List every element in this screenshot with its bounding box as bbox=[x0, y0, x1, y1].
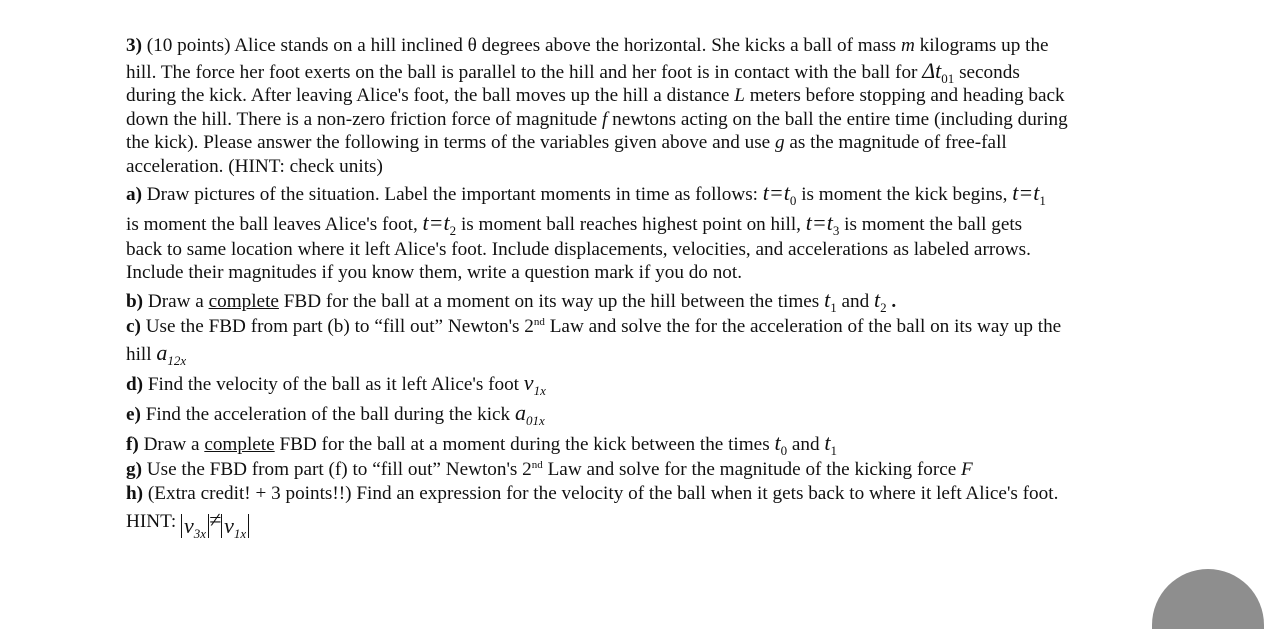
part-f-text: FBD for the ball at a moment during the kick between the times bbox=[274, 434, 775, 456]
t-variable: t bbox=[805, 209, 812, 235]
v-subscript: 1x bbox=[233, 525, 247, 541]
part-e-label: e) bbox=[126, 404, 141, 426]
problem-text: as the magnitude of free-fall bbox=[784, 132, 1007, 154]
part-c-label: c) bbox=[126, 315, 141, 337]
part-c-text: Law and solve the for the acceleration of the ball on its way up the bbox=[544, 315, 1062, 337]
problem-text: kilograms up the bbox=[914, 35, 1049, 56]
part-a-line-1 bbox=[126, 178, 1156, 208]
t-subscript: 0 bbox=[780, 443, 788, 459]
part-a-text: is moment ball reaches highest point on hill, bbox=[456, 213, 806, 235]
part-g-label: g) bbox=[126, 459, 142, 481]
t-variable: t bbox=[762, 179, 769, 205]
t-variable: t bbox=[874, 286, 881, 312]
t-variable: t bbox=[1033, 179, 1040, 205]
v1x-symbol bbox=[523, 370, 546, 399]
a01x-symbol bbox=[514, 400, 545, 429]
problem-text: acceleration. (HINT: check units) bbox=[126, 155, 383, 177]
part-d-label: d) bbox=[126, 374, 144, 396]
a-variable: a bbox=[156, 340, 168, 366]
part-c-line-2 bbox=[126, 338, 1156, 368]
t0-expression bbox=[762, 179, 797, 208]
delta-t-label: Δt bbox=[922, 58, 942, 84]
part-e-line bbox=[126, 398, 1156, 428]
theta-symbol: θ bbox=[467, 35, 477, 56]
t-subscript: 3 bbox=[832, 222, 840, 238]
problem-intro-line-3 bbox=[126, 84, 1156, 107]
part-d-line bbox=[126, 368, 1156, 398]
part-c-text: hill bbox=[126, 344, 157, 366]
friction-variable: f bbox=[601, 108, 608, 130]
problem-intro-line-2 bbox=[126, 57, 1156, 87]
part-a-text: is moment the ball leaves Alice's foot, bbox=[126, 213, 423, 235]
problem-text: degrees above the horizontal. She kicks a ball of mass bbox=[476, 35, 901, 56]
problem-text: down the hill. There is a non-zero friction force of magnitude bbox=[126, 108, 602, 130]
a-variable: a bbox=[514, 400, 526, 426]
part-b-label: b) bbox=[126, 290, 144, 312]
force-variable: F bbox=[961, 459, 973, 481]
t-subscript: 1 bbox=[830, 299, 837, 315]
equals-sign: = bbox=[1018, 179, 1034, 205]
t-variable: t bbox=[824, 430, 831, 456]
v-subscript: 1x bbox=[533, 383, 546, 399]
problem-text: hill. The force her foot exerts on the ball is parallel to the hill and her foot is in contact with the ball for bbox=[126, 62, 923, 84]
part-a-line-4 bbox=[126, 261, 1156, 284]
not-equal-sign: ≠ bbox=[209, 506, 222, 532]
t-variable: t bbox=[1012, 179, 1019, 205]
part-a-text: is moment the kick begins, bbox=[796, 183, 1013, 205]
problem-text: newtons acting on the ball the entire time (including during bbox=[607, 108, 1068, 130]
problem-text: the kick). Please answer the following in terms of the variables given above and use bbox=[126, 132, 775, 154]
part-a-text: Draw pictures of the situation. Label the important moments in time as follows: bbox=[141, 183, 763, 205]
t-subscript: 2 bbox=[449, 222, 457, 238]
distance-variable: L bbox=[734, 85, 745, 107]
problem-intro-line-6 bbox=[126, 155, 1156, 178]
problem-intro-line-5 bbox=[126, 131, 1156, 154]
part-f-line bbox=[126, 428, 1156, 458]
t-subscript: 1 bbox=[1039, 192, 1046, 208]
t-subscript: 1 bbox=[830, 443, 838, 459]
hint-label: HINT: bbox=[126, 510, 181, 532]
part-d-text: Find the velocity of the ball as it left Alice's foot bbox=[143, 374, 524, 396]
part-h-label: h) bbox=[126, 482, 144, 504]
problem-intro-line-4 bbox=[126, 108, 1156, 131]
t-subscript: 2 bbox=[880, 299, 887, 315]
delta-t-subscript: 01 bbox=[941, 71, 955, 87]
a-subscript: 01x bbox=[525, 413, 545, 429]
complete-underlined: complete bbox=[208, 290, 279, 312]
t2-expression bbox=[422, 209, 457, 238]
equals-sign: = bbox=[428, 209, 444, 235]
v-variable: v bbox=[224, 512, 234, 538]
problem-number: 3) bbox=[126, 35, 142, 56]
problem-text: during the kick. After leaving Alice's foot, the ball moves up the hill a distance bbox=[126, 85, 735, 107]
part-b-text: FBD for the ball at a moment on its way up the hill between the times bbox=[278, 290, 825, 312]
part-b-text: and bbox=[836, 290, 874, 312]
t-variable: t bbox=[783, 179, 790, 205]
part-a-text: back to same location where it left Alice's foot. Include displacements, velocities, and accelerations as labeled arrows. bbox=[126, 238, 1031, 260]
problem-text: (10 points) Alice stands on a hill inclined bbox=[141, 35, 468, 56]
t1-symbol bbox=[824, 430, 838, 459]
part-a-text: is moment the ball gets bbox=[839, 213, 1023, 235]
t-variable: t bbox=[824, 286, 831, 312]
equals-sign: = bbox=[811, 209, 827, 235]
problem-text: seconds bbox=[954, 62, 1020, 84]
part-e-text: Find the acceleration of the ball during the kick bbox=[140, 404, 515, 426]
gravity-variable: g bbox=[774, 132, 785, 154]
part-a-line-3 bbox=[126, 238, 1156, 261]
problem-intro-line-1 bbox=[126, 34, 1156, 57]
part-g-text: Law and solve for the magnitude of the kicking force bbox=[542, 459, 962, 481]
t-variable: t bbox=[422, 209, 429, 235]
t1-expression bbox=[1012, 179, 1046, 208]
t3-expression bbox=[805, 209, 840, 238]
scroll-overlay-button[interactable] bbox=[1152, 569, 1264, 629]
superscript-nd: nd bbox=[531, 459, 543, 472]
part-a-text: Include their magnitudes if you know them, write a question mark if you do not. bbox=[126, 262, 743, 284]
v-variable: v bbox=[184, 512, 194, 538]
part-h-line bbox=[126, 482, 1156, 505]
part-b-line bbox=[126, 285, 1156, 315]
part-g-text: Use the FBD from part (f) to “fill out” Newton's 2 bbox=[141, 459, 532, 481]
t-variable: t bbox=[826, 209, 833, 235]
part-b-text: . bbox=[886, 290, 897, 312]
t0-symbol bbox=[774, 430, 788, 459]
part-f-text: and bbox=[787, 434, 825, 456]
t-variable: t bbox=[443, 209, 450, 235]
v-variable: v bbox=[523, 370, 534, 396]
v3x-abs bbox=[181, 512, 209, 541]
v-subscript: 3x bbox=[193, 525, 207, 541]
t-subscript: 0 bbox=[789, 192, 797, 208]
v1x-abs bbox=[221, 512, 249, 541]
part-c-line-1 bbox=[126, 315, 1156, 338]
part-a-line-2 bbox=[126, 208, 1156, 238]
problem-text: meters before stopping and heading back bbox=[744, 85, 1065, 107]
mass-variable: m bbox=[900, 35, 915, 56]
problem-document bbox=[126, 34, 1156, 541]
t-variable: t bbox=[774, 430, 781, 456]
a12x-symbol bbox=[156, 340, 187, 369]
part-f-text: Draw a bbox=[138, 434, 205, 456]
complete-underlined: complete bbox=[204, 434, 275, 456]
t1-symbol bbox=[824, 286, 837, 315]
part-h-text: (Extra credit! + 3 points!!) Find an expression for the velocity of the ball when it gets back to where it left Alice's foot. bbox=[143, 482, 1059, 504]
part-a-label: a) bbox=[126, 183, 142, 205]
superscript-nd: nd bbox=[533, 315, 545, 328]
part-g-line bbox=[126, 458, 1156, 481]
part-h-hint-line bbox=[126, 505, 1156, 541]
t2-symbol bbox=[874, 286, 887, 315]
delta-t-symbol bbox=[922, 58, 955, 87]
a-subscript: 12x bbox=[167, 353, 187, 369]
equals-sign: = bbox=[768, 179, 784, 205]
part-c-text: Use the FBD from part (b) to “fill out” Newton's 2 bbox=[140, 315, 534, 337]
part-f-label: f) bbox=[126, 434, 139, 456]
part-b-text: Draw a bbox=[143, 290, 209, 312]
